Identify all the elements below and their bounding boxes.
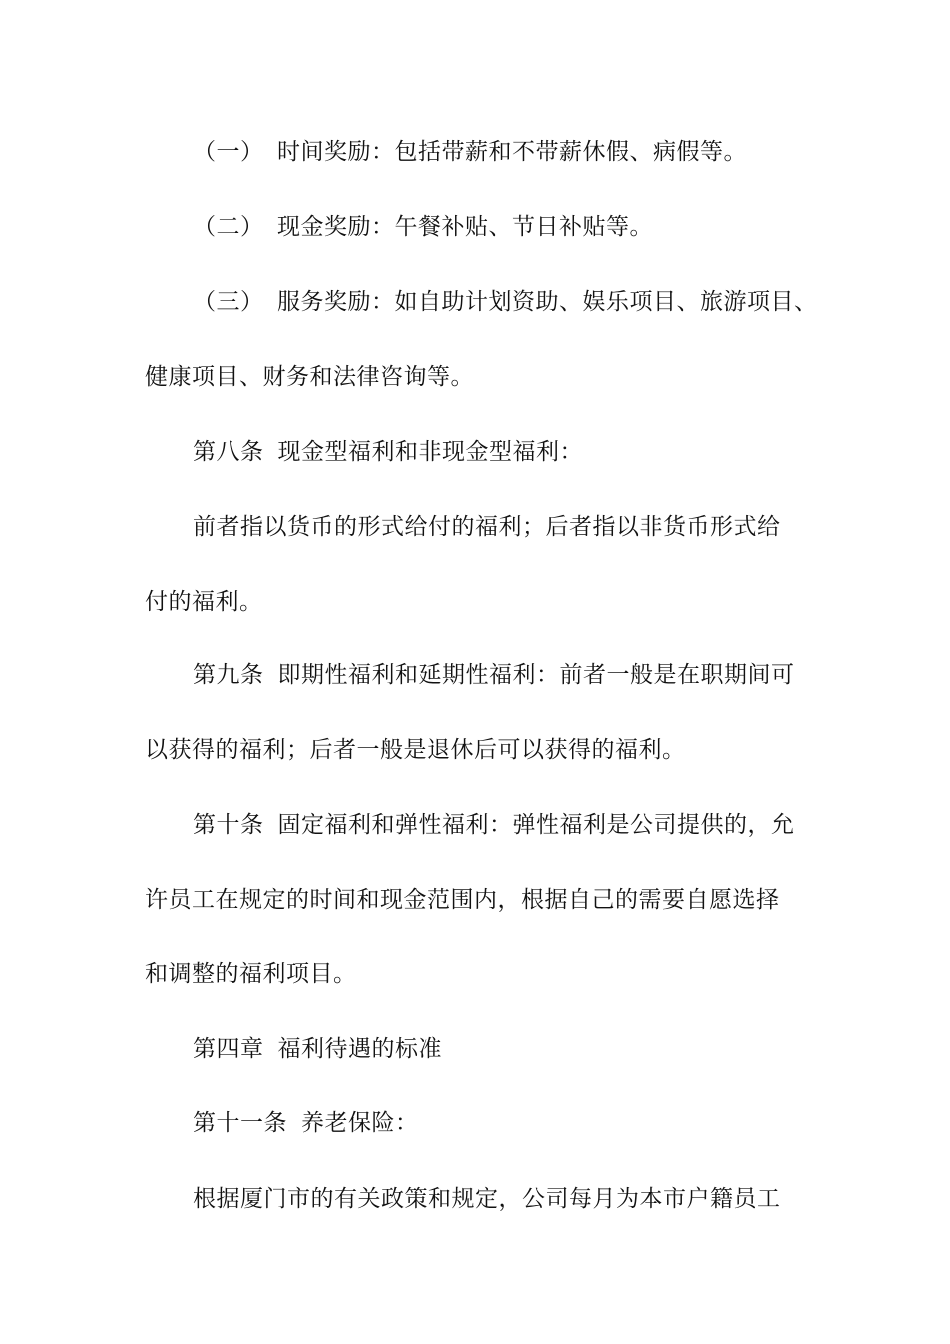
article-text: 即期性福利和延期性福利：前者一般是在职期间可 bbox=[277, 662, 795, 688]
article-8-heading bbox=[193, 437, 583, 467]
article-11-body-line-1: 根据厦门市的有关政策和规定，公司每月为本市户籍员工 bbox=[193, 1186, 781, 1212]
list-item-text: 服务奖励：如自助计划资助、娱乐项目、旅游项目、 bbox=[277, 289, 818, 315]
article-9-line-1 bbox=[193, 660, 795, 690]
list-item-1 bbox=[193, 137, 747, 167]
article-8-body-line-1: 前者指以货币的形式给付的福利；后者指以非货币形式给 bbox=[193, 514, 781, 540]
article-9-line-2: 以获得的福利；后者一般是退休后可以获得的福利。 bbox=[145, 737, 686, 763]
article-title: 现金型福利和非现金型福利： bbox=[277, 439, 583, 465]
article-number: 第九条 bbox=[193, 662, 264, 688]
article-number: 第十一条 bbox=[193, 1110, 287, 1136]
chapter-number: 第四章 bbox=[193, 1036, 264, 1062]
list-item-2 bbox=[193, 212, 653, 242]
article-11-heading bbox=[193, 1108, 419, 1138]
list-item-3 bbox=[193, 287, 818, 317]
list-marker: （二） bbox=[193, 214, 264, 240]
article-number: 第八条 bbox=[193, 439, 264, 465]
article-8-body-line-2: 付的福利。 bbox=[145, 589, 263, 615]
article-text: 固定福利和弹性福利：弹性福利是公司提供的，允 bbox=[277, 812, 795, 838]
article-10-line-3: 和调整的福利项目。 bbox=[145, 961, 357, 987]
list-item-3-continuation: 健康项目、财务和法律咨询等。 bbox=[145, 364, 474, 390]
list-item-text: 现金奖励：午餐补贴、节日补贴等。 bbox=[277, 214, 653, 240]
list-item-text: 时间奖励：包括带薪和不带薪休假、病假等。 bbox=[277, 139, 747, 165]
article-number: 第十条 bbox=[193, 812, 264, 838]
list-marker: （三） bbox=[193, 289, 264, 315]
list-marker: （一） bbox=[193, 139, 264, 165]
chapter-title: 福利待遇的标准 bbox=[277, 1036, 442, 1062]
article-10-line-2: 许员工在规定的时间和现金范围内，根据自己的需要自愿选择 bbox=[145, 887, 780, 913]
chapter-4-heading bbox=[193, 1034, 442, 1064]
article-10-line-1 bbox=[193, 810, 795, 840]
article-title: 养老保险： bbox=[301, 1110, 419, 1136]
